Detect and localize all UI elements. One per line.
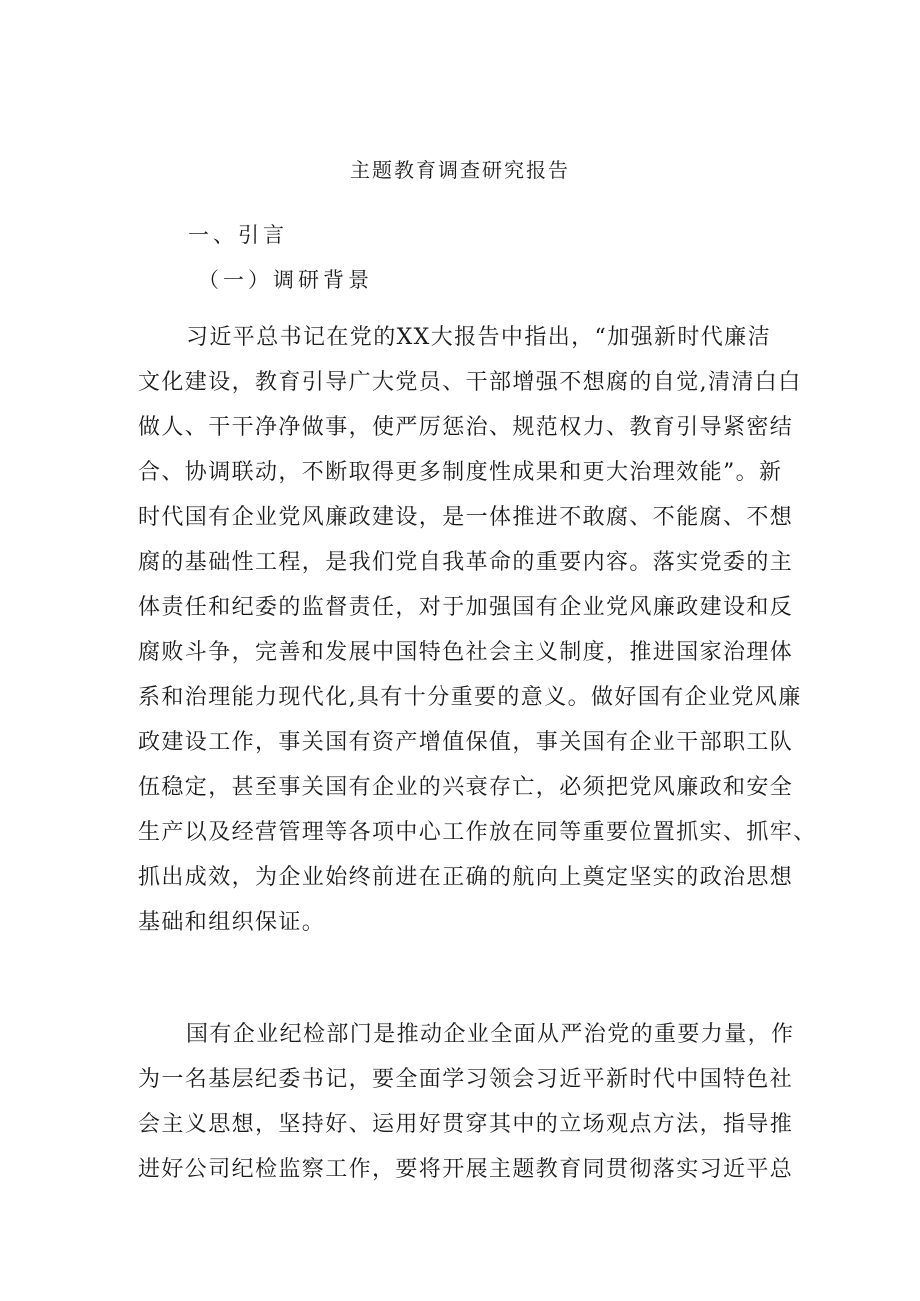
paragraph-line: 文化建设，教育引导广大党员、干部增强不想腐的自觉,清清白白 — [138, 370, 802, 395]
paragraph-line: 习近平总书记在党的XX大报告中指出，“加强新时代廉洁 — [186, 325, 771, 350]
subsection-heading: （一）调研背景 — [198, 268, 373, 292]
paragraph-line: 进好公司纪检监察工作，要将开展主题教育同贯彻落实习近平总 — [138, 1157, 794, 1182]
paragraph-line: 基础和组织保证。 — [138, 910, 326, 935]
paragraph-line: 腐败斗争，完善和发展中国特色社会主义制度，推进国家治理体 — [138, 640, 794, 665]
paragraph-line: 政建设工作，事关国有资产增值保值，事关国有企业干部职工队 — [138, 730, 794, 755]
paragraph-line: 时代国有企业党风廉政建设，是一体推进不敢腐、不能腐、不想 — [138, 505, 794, 530]
paragraph-1 — [138, 315, 817, 945]
section-heading: 一、引言 — [188, 223, 288, 247]
document-title: 主题教育调查研究报告 — [350, 158, 570, 182]
paragraph-line: 伍稳定，甚至事关国有企业的兴衰存亡，必须把党风廉政和安全 — [138, 775, 794, 800]
paragraph-line: 为一名基层纪委书记，要全面学习领会习近平新时代中国特色社 — [138, 1067, 794, 1092]
paragraph-line: 体责任和纪委的监督责任，对于加强国有企业党风廉政建设和反 — [138, 595, 794, 620]
paragraph-line: 会主义思想，坚持好、运用好贯穿其中的立场观点方法，指导推 — [138, 1112, 794, 1137]
paragraph-line: 国有企业纪检部门是推动企业全面从严治党的重要力量，作 — [186, 1022, 795, 1047]
paragraph-line: 合、协调联动，不断取得更多制度性成果和更大治理效能”。新 — [138, 460, 783, 485]
paragraph-line: 抓出成效，为企业始终前进在正确的航向上奠定坚实的政治思想 — [138, 865, 794, 890]
paragraph-line: 做人、干干净净做事，使严厉惩治、规范权力、教育引导紧密结 — [138, 415, 794, 440]
paragraph-2 — [138, 1012, 798, 1192]
paragraph-line: 生产以及经营管理等各项中心工作放在同等重要位置抓实、抓牢、 — [138, 820, 817, 845]
paragraph-line: 腐的基础性工程，是我们党自我革命的重要内容。落实党委的主 — [138, 550, 794, 575]
paragraph-line: 系和治理能力现代化,具有十分重要的意义。做好国有企业党风廉 — [138, 685, 802, 710]
